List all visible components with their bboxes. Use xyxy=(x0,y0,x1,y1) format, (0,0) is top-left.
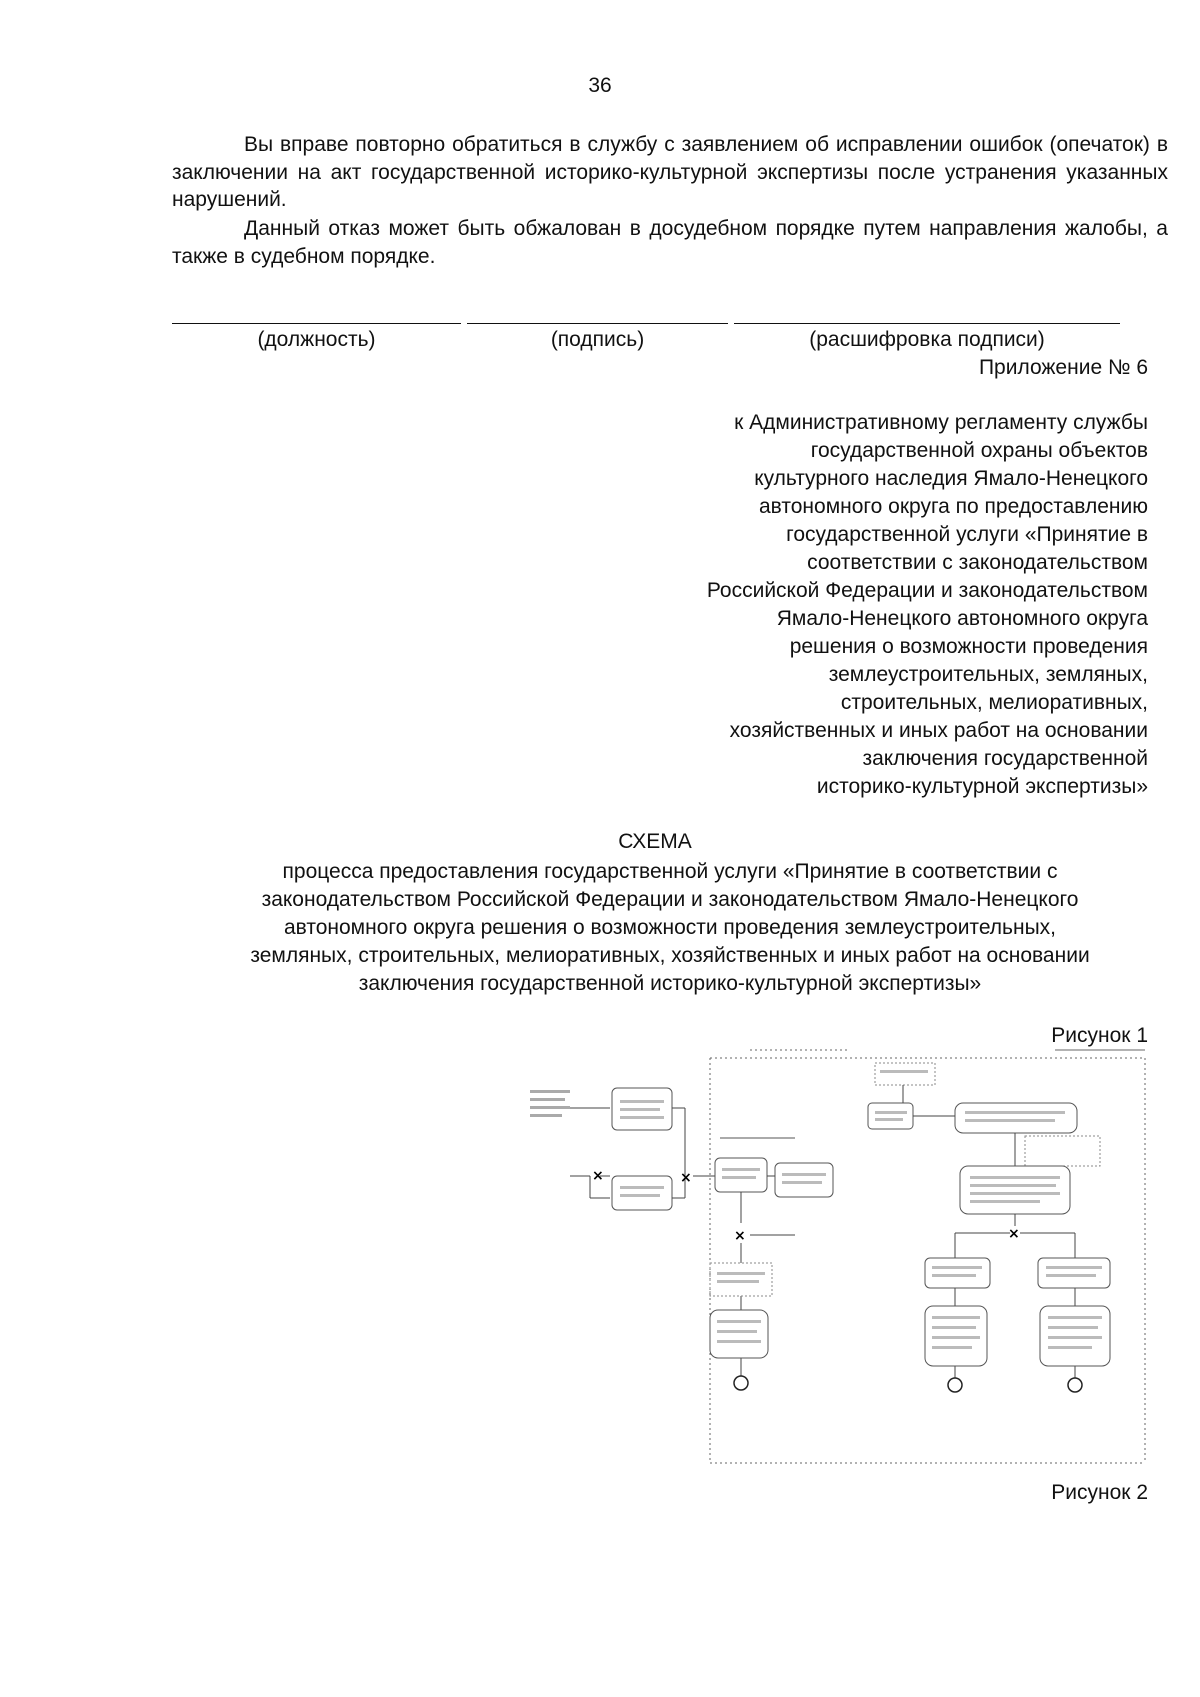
regulation-line: историко-культурной экспертизы» xyxy=(816,775,1148,798)
position-line xyxy=(172,323,461,324)
schema-description-line: земляных, строительных, мелиоративных, хозяйственных и иных работ на основании xyxy=(250,944,1090,967)
process-box-7 xyxy=(875,1063,935,1085)
regulation-line: культурного наследия Ямало-Ненецкого xyxy=(754,467,1148,490)
regulation-line: хозяйственных и иных работ на основании xyxy=(729,719,1148,742)
schema-description-line: процесса предоставления государственной услуги «Принятие в соответствии с xyxy=(282,860,1058,883)
start-event-labels xyxy=(530,1090,570,1117)
process-box-5 xyxy=(710,1263,772,1296)
regulation-line: автономного округа по предоставлению xyxy=(759,495,1148,518)
paragraph-appeal: Данный отказ может быть обжалован в досудебном порядке путем направления жалобы, а также в судебном порядке. xyxy=(172,217,1168,268)
process-box-11 xyxy=(960,1166,1070,1214)
regulation-line: строительных, мелиоративных, xyxy=(840,691,1148,714)
gateway-x-2: × xyxy=(680,1170,692,1186)
regulation-line: землеустроительных, земляных, xyxy=(828,663,1148,686)
paragraph-reapply: Вы вправе повторно обратиться в службу с заявлением об исправлении ошибок (опечаток) в заключении на акт государственной историко-культурной экспертизы после устранения указанных нарушений. xyxy=(172,133,1168,211)
schema-description-line: заключения государственной историко-культурной экспертизы» xyxy=(358,972,982,995)
regulation-line: заключения государственной xyxy=(862,747,1148,770)
process-box-3 xyxy=(715,1158,767,1192)
regulation-line: государственной услуги «Принятие в xyxy=(786,523,1148,546)
decoding-line xyxy=(734,323,1120,324)
figure-2-label: Рисунок 2 xyxy=(1051,1481,1148,1504)
end-event-2 xyxy=(948,1378,962,1392)
end-event-1 xyxy=(734,1376,748,1390)
process-box-13 xyxy=(1038,1258,1110,1288)
process-box-12 xyxy=(925,1258,990,1288)
regulation-line: государственной охраны объектов xyxy=(810,439,1148,462)
regulation-line: решения о возможности проведения xyxy=(789,635,1148,658)
gateway-x-4: × xyxy=(1008,1226,1020,1242)
process-box-6 xyxy=(710,1310,768,1358)
signature-label: (подпись) xyxy=(550,328,645,351)
process-box-2 xyxy=(612,1176,672,1210)
process-flow-diagram xyxy=(530,1048,1150,1478)
schema-description-line: законодательством Российской Федерации и законодательством Ямало-Ненецкого xyxy=(261,888,1079,911)
signature-line xyxy=(467,323,728,324)
page-number: 36 xyxy=(588,74,612,97)
figure-1-label: Рисунок 1 xyxy=(1051,1024,1148,1047)
schema-title: СХЕМА xyxy=(618,830,692,853)
schema-description-line: автономного округа решения о возможности проведения землеустроительных, xyxy=(283,916,1057,939)
regulation-line: Ямало-Ненецкого автономного округа xyxy=(776,607,1148,630)
process-box-10 xyxy=(1025,1136,1100,1166)
regulation-reference xyxy=(588,409,1148,801)
schema-description xyxy=(172,858,1168,998)
process-box-9 xyxy=(955,1103,1077,1133)
regulation-line: Российской Федерации и законодательством xyxy=(706,579,1148,602)
appendix-label: Приложение № 6 xyxy=(978,356,1148,379)
gateway-x-3: × xyxy=(734,1228,746,1244)
decoding-label: (расшифровка подписи) xyxy=(809,328,1045,351)
process-box-8 xyxy=(868,1103,913,1129)
end-event-3 xyxy=(1068,1378,1082,1392)
process-box-4 xyxy=(775,1163,833,1197)
regulation-line: соответствии с законодательством xyxy=(807,551,1148,574)
regulation-line: к Административному регламенту службы xyxy=(734,411,1148,434)
gateway-x-1: × xyxy=(592,1168,604,1184)
position-label: (должность) xyxy=(257,328,376,351)
